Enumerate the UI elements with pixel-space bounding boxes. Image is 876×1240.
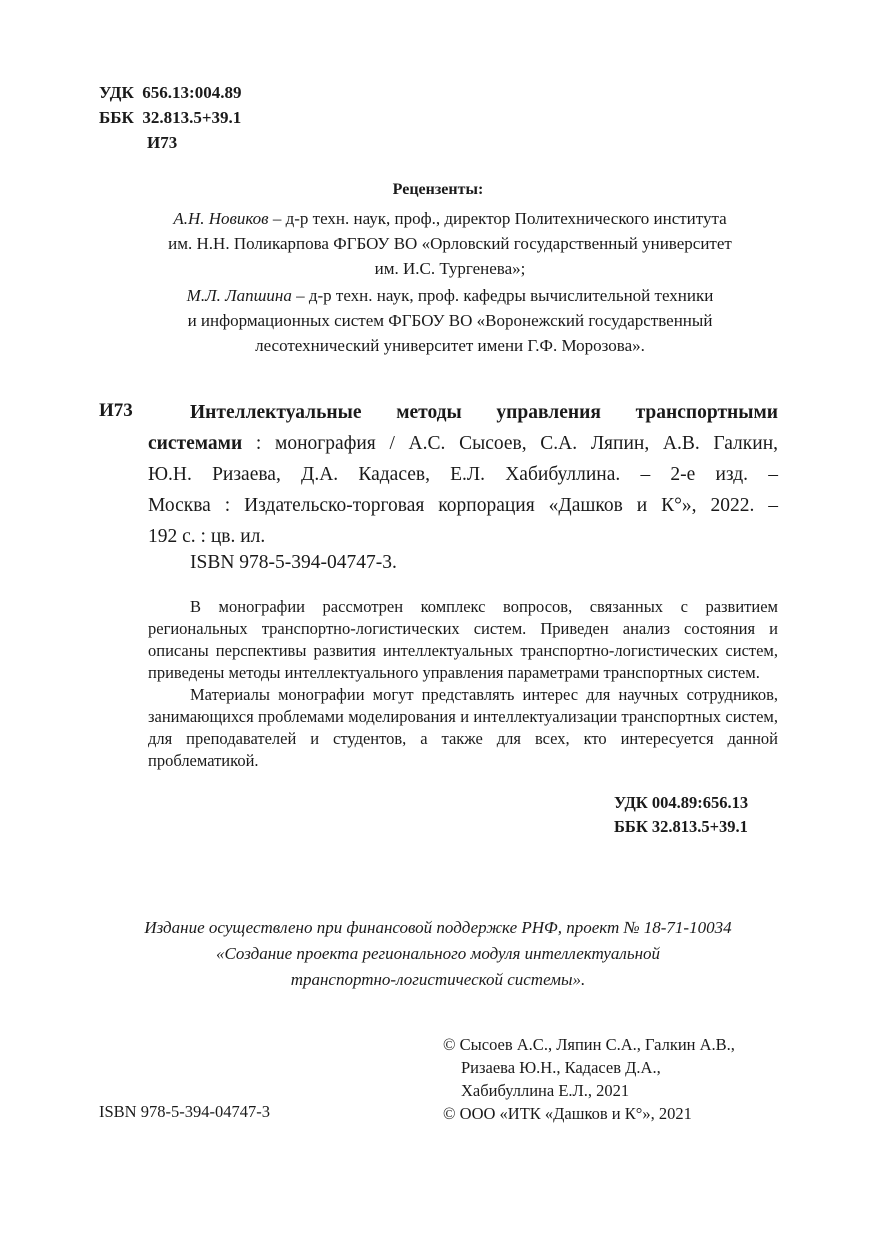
catalog-entry	[148, 397, 778, 552]
bbk-value: 32.813.5+39.1	[142, 108, 242, 127]
catalog-mark: И73	[99, 400, 133, 421]
abstract-paragraph-1: В монографии рассмотрен комплекс вопросов, связанных с развитием региональных транспортно-логистических систем. Приведен анализ состояния и описаны перспективы развития интеллектуальных транспортно-логистических систем, приведены методы интеллектуального управления параметрами транспортных систем.	[148, 597, 778, 682]
copyright-line4: © ООО «ИТК «Дашков и К°», 2021	[443, 1104, 692, 1123]
bbk-line	[99, 105, 241, 130]
copyright-line3: Хабибуллина Е.Л., 2021	[461, 1081, 630, 1100]
catalog-title-line1: Интеллектуальные методы управления транспортными	[190, 402, 778, 423]
reviewer-2-line2: и информационных систем ФГБОУ ВО «Воронежский государственный	[187, 311, 713, 330]
udk-label: УДК	[99, 83, 134, 102]
reviewer-1-line1: А.Н. Новиков – д-р техн. наук, проф., директор Политехнического института	[173, 209, 727, 228]
udk-bottom: УДК 004.89:656.13	[614, 793, 749, 812]
catalog-line2: системами : монография / А.С. Сысоев, С.А. Ляпин, А.В. Галкин,	[148, 433, 778, 454]
udk-line	[99, 80, 241, 105]
abstract-paragraph-2: Материалы монографии могут представлять интерес для научных сотрудников, занимающихся проблемами моделирования и интеллектуализации транспортных систем, для преподавателей и студентов, а также для всех, кто интересуется данной проблематикой.	[148, 685, 778, 770]
reviewer-2-name: М.Л. Лапшина	[186, 286, 292, 305]
reviewer-1-name: А.Н. Новиков	[173, 209, 269, 228]
reviewer-1	[100, 206, 800, 281]
bbk-bottom: ББК 32.813.5+39.1	[614, 817, 748, 836]
funding-note	[60, 915, 816, 993]
catalog-line3: Ю.Н. Ризаева, Д.А. Кадасев, Е.Л. Хабибуллина. – 2-е изд. –	[148, 464, 778, 485]
catalog-line4: Москва : Издательско-торговая корпорация «Дашков и К°», 2022. –	[148, 495, 778, 516]
abstract	[148, 596, 778, 772]
copyright-line2: Ризаева Ю.Н., Кадасев Д.А.,	[461, 1058, 661, 1077]
classification-bottom	[614, 791, 748, 839]
isbn-bottom: ISBN 978-5-394-04747-3	[99, 1102, 270, 1121]
catalog-line5: 192 с. : цв. ил.	[148, 526, 266, 547]
author-mark: И73	[147, 133, 178, 152]
reviewer-2	[100, 283, 800, 358]
classification-block	[99, 80, 241, 155]
reviewer-1-line2: им. Н.Н. Поликарпова ФГБОУ ВО «Орловский государственный университет	[168, 234, 732, 253]
reviewer-1-line3: им. И.С. Тургенева»;	[374, 259, 526, 278]
copyright-line1: © Сысоев А.С., Ляпин С.А., Галкин А.В.,	[443, 1035, 735, 1054]
funding-line1: Издание осуществлено при финансовой поддержке РНФ, проект № 18-71-10034	[144, 918, 732, 937]
funding-line2: «Создание проекта регионального модуля интеллектуальной	[215, 944, 661, 963]
udk-value: 656.13:004.89	[142, 83, 242, 102]
copyright-block	[443, 1033, 735, 1125]
bbk-label: ББК	[99, 108, 134, 127]
reviewer-2-line1: М.Л. Лапшина – д-р техн. наук, проф. кафедры вычислительной техники	[186, 286, 714, 305]
catalog-isbn: ISBN 978-5-394-04747-3.	[190, 552, 397, 573]
catalog-title-line2: системами	[148, 433, 243, 454]
reviewers-title: Рецензенты:	[392, 181, 484, 198]
funding-line3: транспортно-логистической системы».	[290, 970, 586, 989]
reviewer-2-line3: лесотехнический университет имени Г.Ф. Морозова».	[255, 336, 645, 355]
